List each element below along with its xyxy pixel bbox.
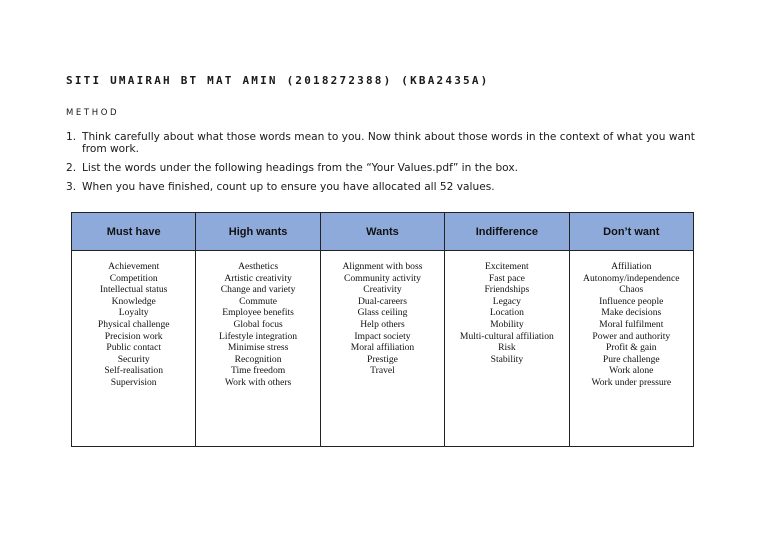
column-cell-indifference <box>445 251 569 447</box>
instruction-step <box>66 162 706 174</box>
value-item: Creativity <box>363 284 402 296</box>
value-item: Travel <box>370 365 395 377</box>
value-item: Friendships <box>484 284 530 296</box>
column-cell-must-have <box>72 251 196 447</box>
value-item: Influence people <box>599 295 664 307</box>
value-item: Make decisions <box>601 307 662 319</box>
value-item: Location <box>489 307 524 319</box>
column-cell-dont-want <box>569 251 693 447</box>
step-text: When you have finished, count up to ensure you have allocated all 52 values. <box>82 181 495 193</box>
table-header-row <box>72 213 694 251</box>
value-item: Stability <box>490 353 524 365</box>
value-item: Help others <box>360 318 405 330</box>
value-item: Artistic creativity <box>224 272 292 284</box>
value-item: Risk <box>498 342 516 354</box>
instruction-list <box>66 131 706 200</box>
value-item: Knowledge <box>111 295 156 307</box>
value-item: Work under pressure <box>591 376 672 388</box>
value-item: Time freedom <box>230 365 286 377</box>
step-number: 3. <box>66 181 77 193</box>
column-header-indifference: Indifference <box>445 213 569 251</box>
value-item: Power and authority <box>592 330 671 342</box>
value-item: Fast pace <box>488 272 525 284</box>
value-item: Loyalty <box>118 307 149 319</box>
value-item: Self-realisation <box>104 365 163 377</box>
instruction-step <box>66 131 706 155</box>
value-item: Precision work <box>104 330 163 342</box>
step-number: 2. <box>66 162 77 174</box>
value-item: Achievement <box>108 261 160 272</box>
value-item: Moral fulfilment <box>599 318 664 330</box>
value-item: Prestige <box>367 353 398 365</box>
value-item: Glass ceiling <box>357 307 408 319</box>
value-item: Work with others <box>224 376 292 388</box>
value-item: Employee benefits <box>222 307 294 319</box>
value-item: Physical challenge <box>97 318 170 330</box>
value-item: Minimise stress <box>227 342 289 354</box>
value-item: Moral affiliation <box>350 342 415 354</box>
instruction-step <box>66 181 706 193</box>
column-cell-wants <box>320 251 444 447</box>
value-item: Work alone <box>609 365 654 377</box>
value-item: Community activity <box>343 272 421 284</box>
value-item: Supervision <box>110 376 157 388</box>
step-number: 1. <box>66 131 77 143</box>
value-item: Public contact <box>106 342 161 354</box>
value-item: Pure challenge <box>602 353 660 365</box>
value-item: Lifestyle integration <box>219 330 298 342</box>
value-item: Global focus <box>233 318 283 330</box>
value-item: Competition <box>109 272 158 284</box>
value-item: Dual-careers <box>357 295 407 307</box>
value-item: Chaos <box>619 284 644 296</box>
column-header-wants: Wants <box>320 213 444 251</box>
value-item: Excitement <box>485 261 529 272</box>
value-item: Alignment with boss <box>342 261 423 272</box>
column-header-must-have: Must have <box>72 213 196 251</box>
value-item: Profit & gain <box>605 342 657 354</box>
value-item: Autonomy/independence <box>583 272 680 284</box>
value-item: Impact society <box>354 330 411 342</box>
value-item: Change and variety <box>220 284 296 296</box>
value-item: Multi-cultural affiliation <box>459 330 554 342</box>
value-item: Aesthetics <box>238 261 279 272</box>
table-body-row <box>72 251 694 447</box>
column-cell-high-wants <box>196 251 320 447</box>
value-item: Intellectual status <box>99 284 168 296</box>
values-table <box>71 212 694 447</box>
value-item: Affiliation <box>611 261 652 272</box>
step-text: List the words under the following headings from the “Your Values.pdf” in the box. <box>82 162 518 174</box>
document-title: SITI UMAIRAH BT MAT AMIN (2018272388) (KBA2435A) <box>66 74 490 87</box>
value-item: Commute <box>239 295 277 307</box>
value-item: Legacy <box>492 295 521 307</box>
column-header-high-wants: High wants <box>196 213 320 251</box>
column-header-dont-want: Don’t want <box>569 213 693 251</box>
section-heading-method: METHOD <box>66 108 120 118</box>
value-item: Recognition <box>234 353 282 365</box>
step-text: Think carefully about what those words mean to you. Now think about those words in the context of what you want from work. <box>82 131 695 155</box>
value-item: Security <box>117 353 150 365</box>
value-item: Mobility <box>490 318 524 330</box>
